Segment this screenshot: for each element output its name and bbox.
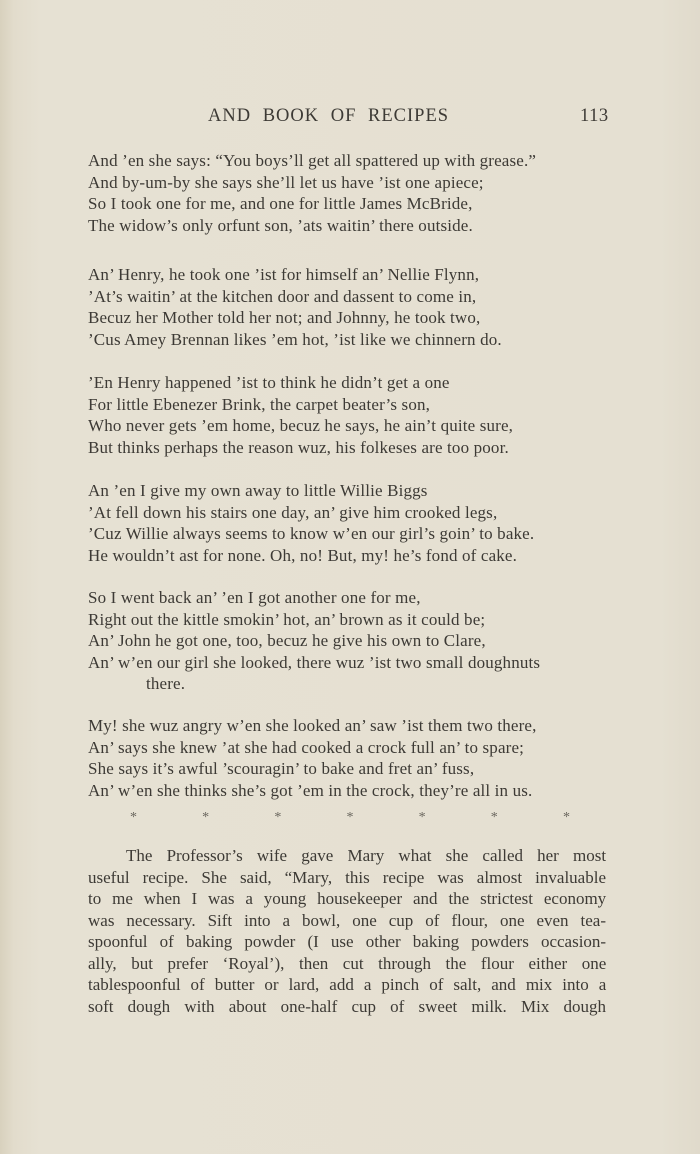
verse-line: So I took one for me, and one for little James McBride,: [88, 194, 473, 213]
verse-line: She says it’s awful ’scouragin’ to bake and fret an’ fuss,: [88, 759, 475, 778]
stanza-4: [88, 480, 628, 566]
verse-line: ’Cus Amey Brennan likes ’em hot, ’ist like we chinnern do.: [88, 329, 502, 349]
asterisk: *: [202, 810, 210, 825]
recipe-paragraph: [88, 845, 606, 1017]
verse-line: Right out the kittle smokin’ hot, an’ brown as it could be;: [88, 609, 486, 629]
prose-line: useful recipe. She said, “Mary, this recipe was almost invaluable: [88, 867, 606, 887]
verse-line: So I went back an’ ’en I got another one for me,: [88, 588, 421, 607]
section-separator: [130, 810, 570, 826]
prose-line: was necessary. Sift into a bowl, one cup of flour, one even tea-: [88, 910, 606, 930]
prose-line: ally, but prefer ‘Royal’), then cut through the flour either one: [88, 953, 607, 973]
verse-line: ’At fell down his stairs one day, an’ give him crooked legs,: [88, 502, 498, 522]
prose-line: to me when I was a young housekeeper and the strictest economy: [88, 889, 607, 908]
asterisk: *: [130, 810, 137, 825]
page-number: 113: [580, 106, 609, 126]
verse-line: For little Ebenezer Brink, the carpet beater’s son,: [88, 394, 431, 414]
page-header: [0, 106, 700, 128]
verse-line: ’At’s waitin’ at the kitchen door and dassent to come in,: [88, 286, 477, 306]
verse-line: And by-um-by she says she’ll let us have ’ist one apiece;: [88, 172, 484, 192]
stanza-2: [88, 264, 628, 350]
asterisk: *: [346, 810, 354, 825]
verse-line: An’ Henry, he took one ’ist for himself an’ Nellie Flynn,: [88, 265, 480, 284]
verse-line: Who never gets ’em home, becuz he says, he ain’t quite sure,: [88, 416, 514, 435]
asterisk: *: [490, 810, 498, 825]
verse-line: And ’en she says: “You boys’ll get all spattered up with grease.”: [88, 151, 537, 170]
verse-line: An ’en I give my own away to little Willie Biggs: [88, 481, 428, 500]
stanza-3: [88, 372, 628, 458]
asterisk: *: [562, 810, 570, 825]
verse-line: ’Cuz Willie always seems to know w’en our girl’s goin’ to bake.: [88, 524, 535, 543]
verse-line: My! she wuz angry w’en she looked an’ saw ’ist them two there,: [88, 716, 537, 735]
asterisk: *: [418, 810, 426, 825]
verse-line: An’ John he got one, too, becuz he give his own to Clare,: [88, 631, 486, 650]
verse-line: Becuz her Mother told her not; and Johnny, he took two,: [88, 308, 481, 327]
stanza-1: [88, 150, 628, 236]
verse-line: ’En Henry happened ’ist to think he didn’t get a one: [88, 373, 450, 392]
verse-line: An’ says she knew ’at she had cooked a crock full an’ to spare;: [88, 737, 525, 757]
stanza-5: [88, 587, 628, 695]
verse-line: An’ w’en she thinks she’s got ’em in the crock, they’re all in us.: [88, 780, 533, 800]
verse-line: An’ w’en our girl she looked, there wuz ’ist two small doughnuts: [88, 652, 541, 672]
prose-line: tablespoonful of butter or lard, add a pinch of salt, and mix into a: [88, 975, 607, 994]
running-head: AND BOOK OF RECIPES: [208, 106, 450, 126]
prose-line: soft dough with about one-half cup of sweet milk. Mix dough: [88, 996, 606, 1016]
verse-line: He wouldn’t ast for none. Oh, no! But, my! he’s fond of cake.: [88, 545, 518, 565]
verse-line-continuation: there.: [146, 674, 186, 693]
prose-line: spoonful of baking powder (I use other baking powders occasion-: [88, 932, 607, 951]
stanza-6: [88, 715, 628, 801]
verse-line: But thinks perhaps the reason wuz, his folkeses are too poor.: [88, 437, 509, 457]
prose-line: The Professor’s wife gave Mary what she called her most: [126, 846, 607, 865]
verse-line: The widow’s only orfunt son, ’ats waitin’ there outside.: [88, 215, 473, 235]
asterisk: *: [274, 810, 282, 825]
